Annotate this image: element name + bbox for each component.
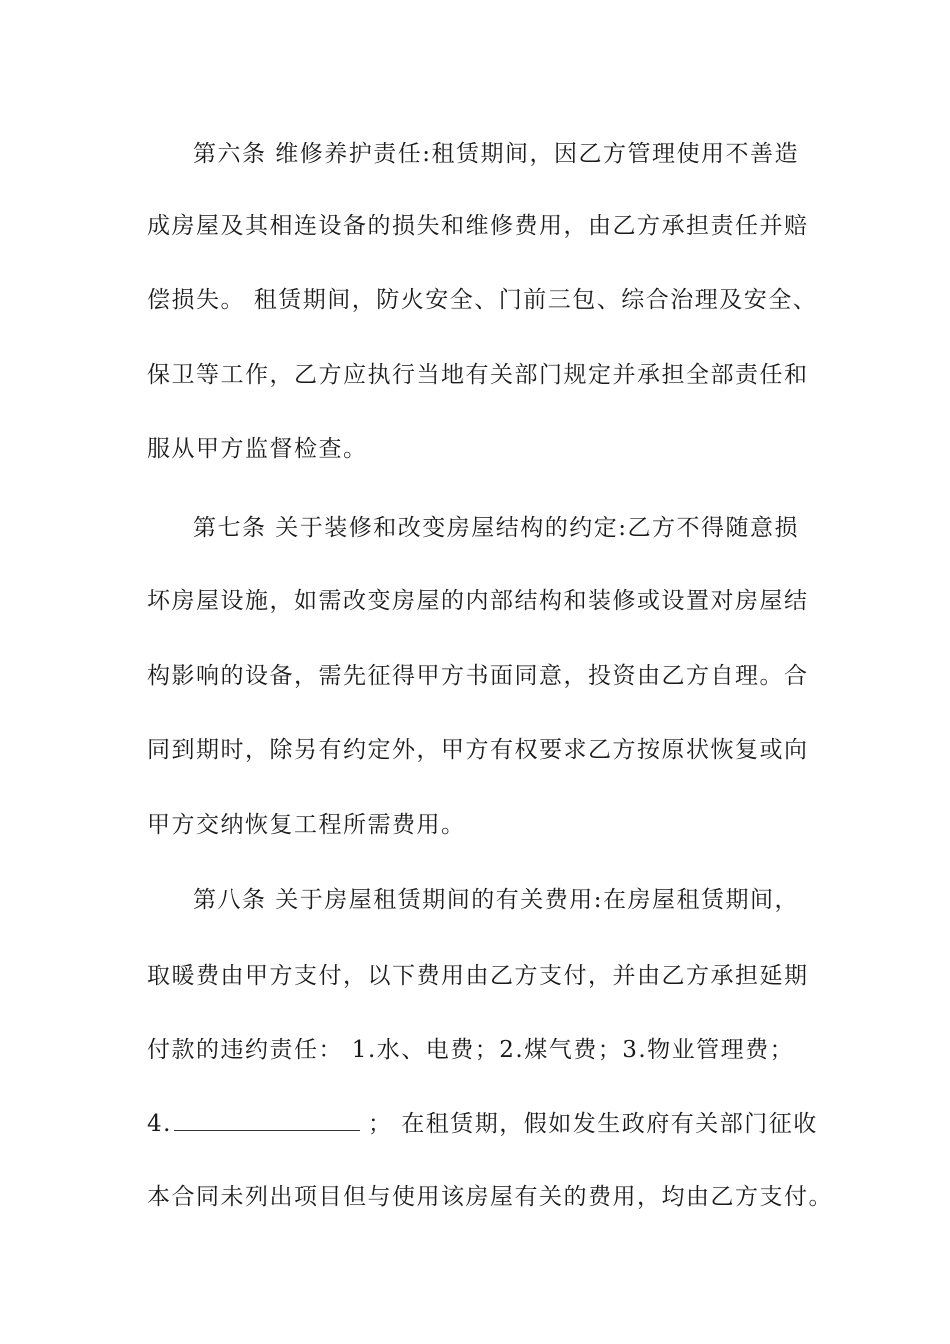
article-8-line-1: 第八条 关于房屋租赁期间的有关费用:在房屋租赁期间， xyxy=(193,887,800,913)
article-6-line-3: 偿损失。 租赁期间，防火安全、门前三包、综合治理及安全、 xyxy=(147,287,818,313)
article-7-line-4: 同到期时，除另有约定外，甲方有权要求乙方按原状恢复或向 xyxy=(147,737,809,763)
article-8-line-5: 本合同未列出项目但与使用该房屋有关的费用，均由乙方支付。 xyxy=(147,1184,833,1210)
article-8-line-4 xyxy=(147,1104,818,1144)
fill-in-blank xyxy=(174,1108,360,1131)
article-6-line-4: 保卫等工作，乙方应执行当地有关部门规定并承担全部责任和 xyxy=(147,362,809,388)
article-8-line-2: 取暖费由甲方支付，以下费用由乙方支付，并由乙方承担延期 xyxy=(147,963,809,989)
article-7-line-2: 坏房屋设施，如需改变房屋的内部结构和装修或设置对房屋结 xyxy=(147,588,809,614)
article-6-line-1: 第六条 维修养护责任:租赁期间，因乙方管理使用不善造 xyxy=(193,141,800,167)
item-4-number: 4. xyxy=(147,1111,172,1137)
article-7-line-1: 第七条 关于装修和改变房屋结构的约定:乙方不得随意损 xyxy=(193,515,800,541)
article-8-line-3: 付款的违约责任： 1.水、电费；2.煤气费；3.物业管理费； xyxy=(147,1037,795,1063)
article-7-line-5: 甲方交纳恢复工程所需费用。 xyxy=(147,812,466,838)
article-7-line-3: 构影响的设备，需先征得甲方书面同意，投资由乙方自理。合 xyxy=(147,663,809,689)
item-4-continuation: ； 在租赁期，假如发生政府有关部门征收 xyxy=(367,1111,818,1137)
article-6-line-2: 成房屋及其相连设备的损失和维修费用，由乙方承担责任并赔 xyxy=(147,213,809,239)
article-6-line-5: 服从甲方监督检查。 xyxy=(147,436,368,462)
